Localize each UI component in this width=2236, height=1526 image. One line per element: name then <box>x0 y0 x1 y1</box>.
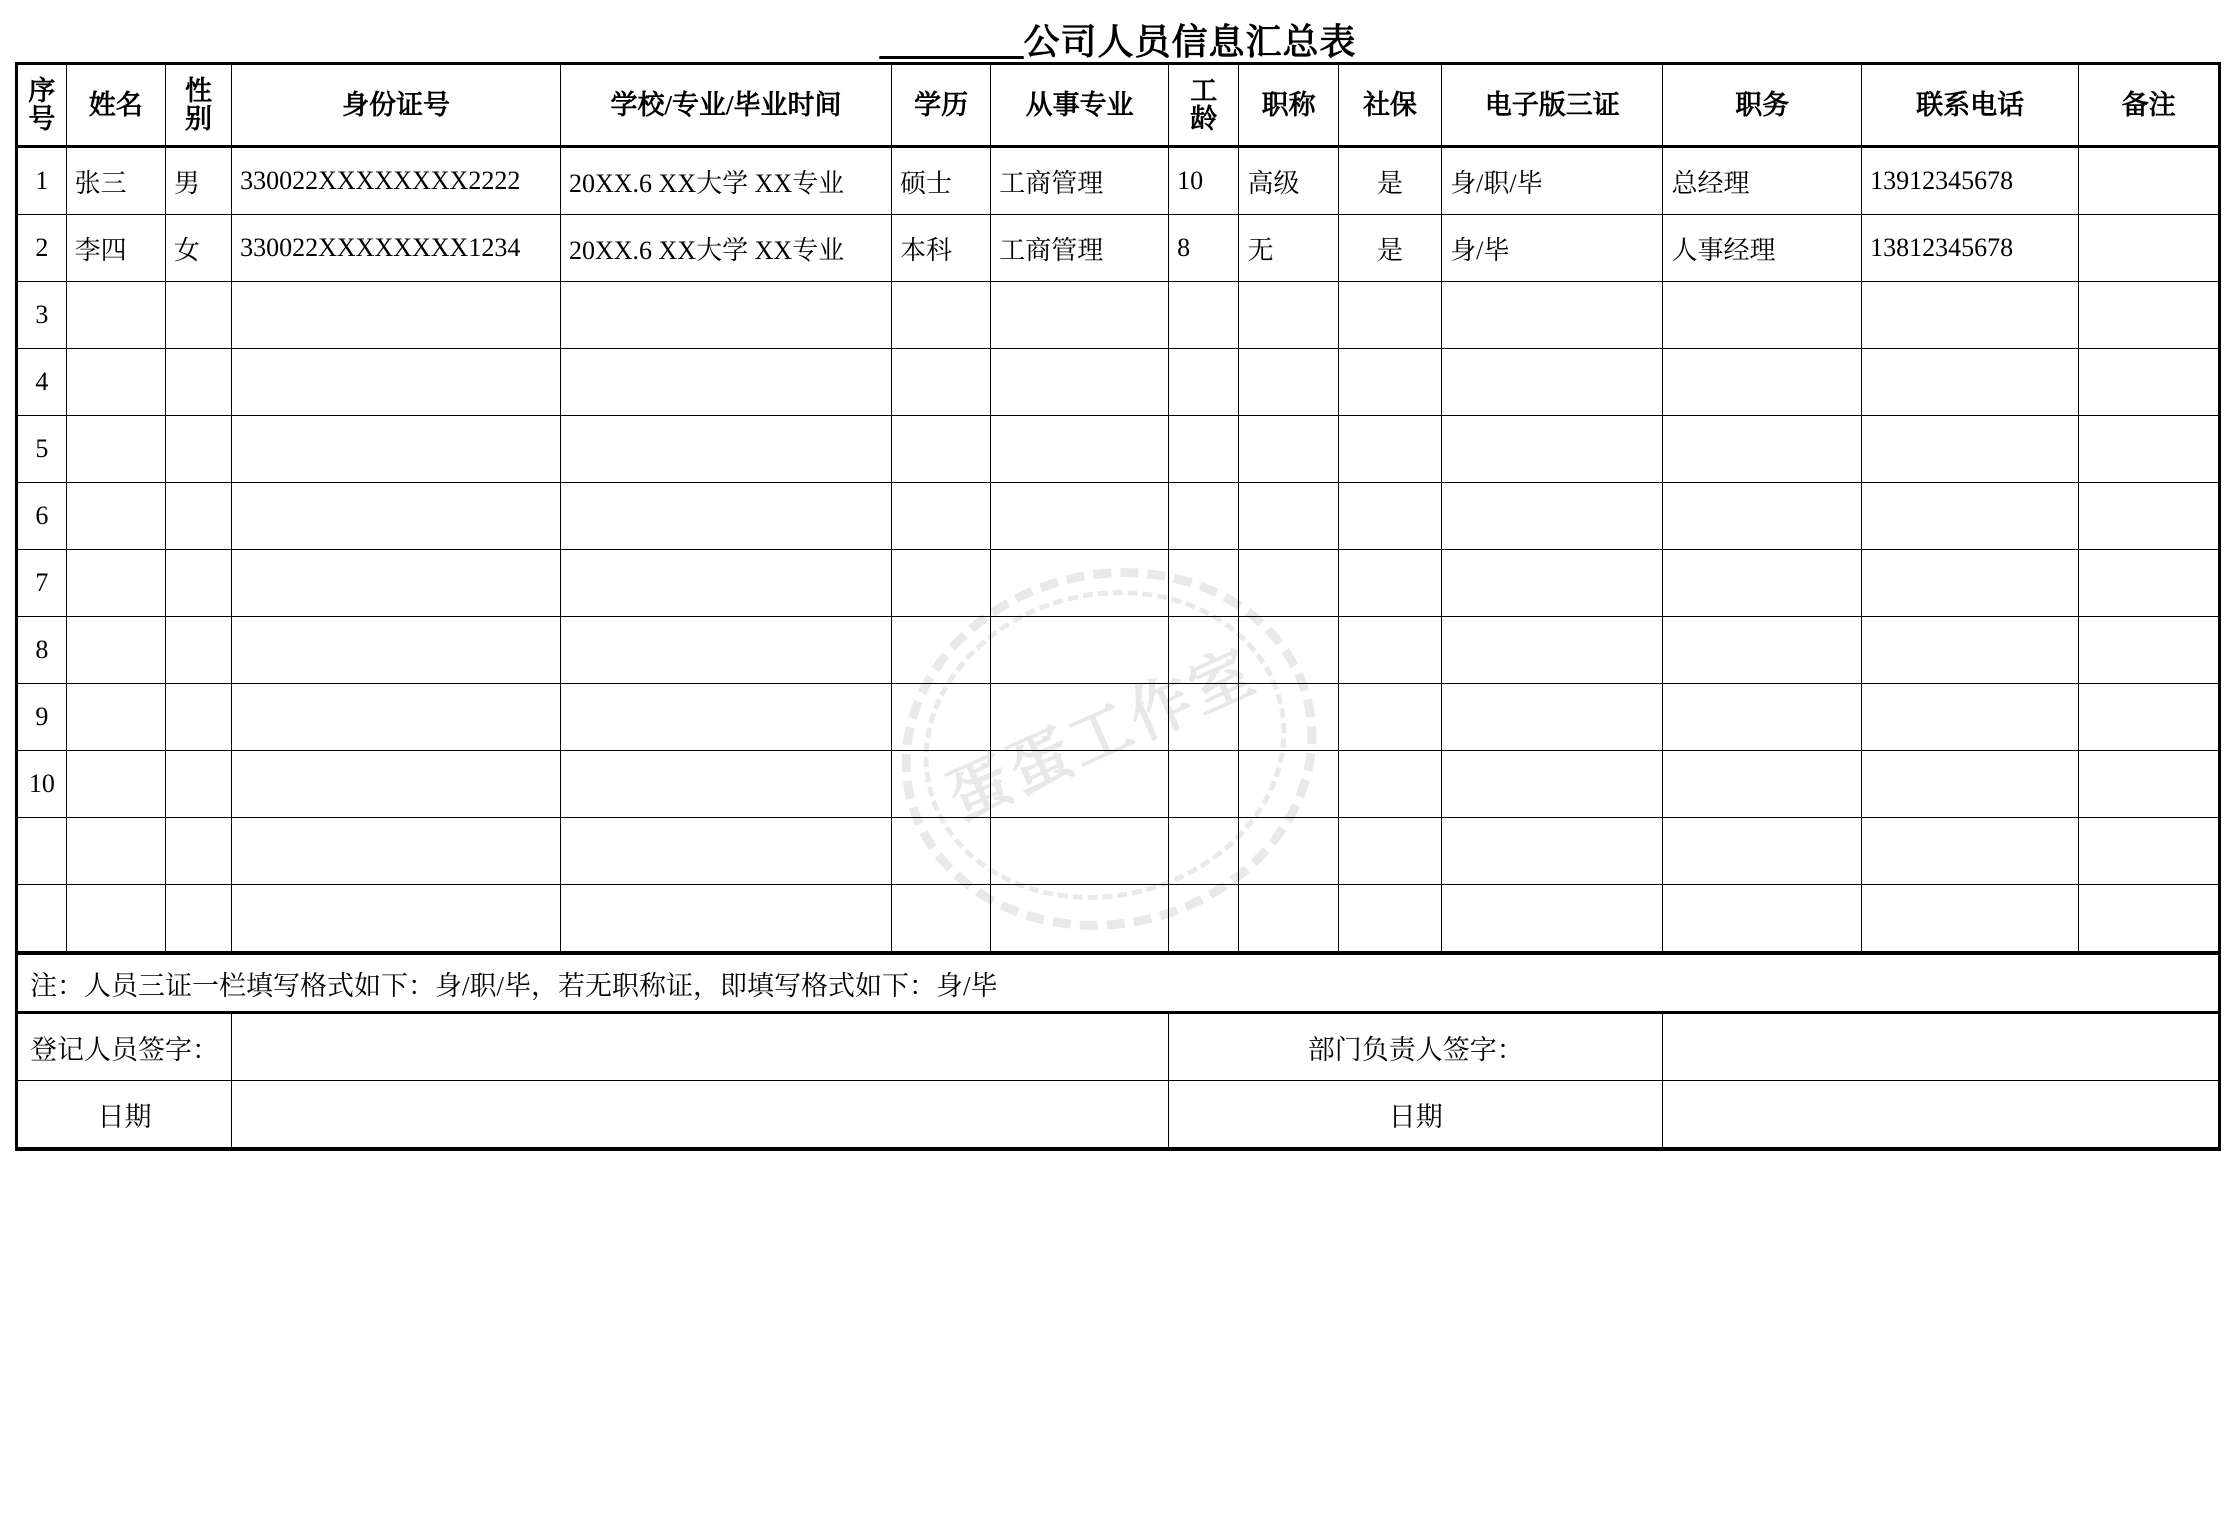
cell-phone[interactable] <box>1862 684 2079 751</box>
cell-id-number[interactable] <box>232 617 561 684</box>
cell-title-rank[interactable] <box>1239 483 1338 550</box>
cell-school[interactable] <box>561 617 892 684</box>
cell-title-rank[interactable] <box>1239 416 1338 483</box>
cell-name[interactable] <box>66 818 165 885</box>
cell-name[interactable] <box>66 282 165 349</box>
cell-education[interactable] <box>891 282 990 349</box>
cell-index[interactable]: 3 <box>17 282 67 349</box>
registrar-signature-label: 登记人员签字： <box>17 1013 232 1081</box>
cell-remark[interactable] <box>2079 215 2220 282</box>
table-row <box>17 215 2220 282</box>
cell-certificates[interactable] <box>1442 349 1663 416</box>
cell-name[interactable]: 李四 <box>66 215 165 282</box>
cell-seniority[interactable] <box>1169 751 1239 818</box>
cell-remark[interactable] <box>2079 282 2220 349</box>
cell-seniority[interactable] <box>1169 684 1239 751</box>
cell-major[interactable] <box>991 617 1169 684</box>
cell-school[interactable]: 20XX.6 XX大学 XX专业 <box>561 147 892 215</box>
table-row <box>17 550 2220 617</box>
cell-major[interactable] <box>991 349 1169 416</box>
cell-certificates[interactable] <box>1442 282 1663 349</box>
cell-id-number[interactable] <box>232 684 561 751</box>
col-header-current-major: 从事专业 <box>991 64 1169 147</box>
cell-name[interactable] <box>66 684 165 751</box>
cell-major[interactable] <box>991 684 1169 751</box>
table-row <box>17 416 2220 483</box>
col-header-electronic-certificates: 电子版三证 <box>1442 64 1663 147</box>
cell-name[interactable]: 张三 <box>66 147 165 215</box>
table-body <box>17 147 2220 954</box>
cell-school[interactable] <box>561 550 892 617</box>
cell-index[interactable]: 5 <box>17 416 67 483</box>
cell-title-rank[interactable] <box>1239 684 1338 751</box>
table-row <box>17 282 2220 349</box>
cell-major[interactable] <box>991 550 1169 617</box>
cell-social-insurance[interactable] <box>1338 684 1441 751</box>
cell-title-rank[interactable]: 无 <box>1239 215 1338 282</box>
cell-certificates[interactable] <box>1442 483 1663 550</box>
cell-position[interactable] <box>1663 885 1862 954</box>
cell-index[interactable]: 8 <box>17 617 67 684</box>
cell-id-number[interactable] <box>232 885 561 954</box>
table-row <box>17 818 2220 885</box>
cell-social-insurance[interactable] <box>1338 885 1441 954</box>
cell-education[interactable]: 硕士 <box>891 147 990 215</box>
cell-social-insurance[interactable] <box>1338 818 1441 885</box>
table-row <box>17 349 2220 416</box>
cell-education[interactable] <box>891 349 990 416</box>
cell-remark[interactable] <box>2079 550 2220 617</box>
cell-certificates[interactable] <box>1442 818 1663 885</box>
cell-social-insurance[interactable] <box>1338 617 1441 684</box>
cell-id-number[interactable] <box>232 416 561 483</box>
col-header-position: 职务 <box>1663 64 1862 147</box>
table-footer <box>17 953 2220 1149</box>
cell-certificates[interactable] <box>1442 885 1663 954</box>
cell-phone[interactable] <box>1862 751 2079 818</box>
cell-school[interactable]: 20XX.6 XX大学 XX专业 <box>561 215 892 282</box>
cell-seniority[interactable] <box>1169 416 1239 483</box>
cell-social-insurance[interactable]: 是 <box>1338 147 1441 215</box>
company-name-blank: ________ <box>879 22 1024 62</box>
cell-phone[interactable] <box>1862 416 2079 483</box>
manager-signature-label: 部门负责人签字： <box>1169 1013 1663 1081</box>
cell-school[interactable] <box>561 751 892 818</box>
cell-gender[interactable]: 男 <box>165 147 231 215</box>
col-header-school-major-graduation: 学校/专业/毕业时间 <box>561 64 892 147</box>
table-row <box>17 617 2220 684</box>
cell-remark[interactable] <box>2079 416 2220 483</box>
cell-gender[interactable] <box>165 885 231 954</box>
cell-education[interactable]: 本科 <box>891 215 990 282</box>
cell-gender[interactable] <box>165 483 231 550</box>
cell-phone[interactable] <box>1862 349 2079 416</box>
cell-id-number[interactable] <box>232 282 561 349</box>
cell-major[interactable]: 工商管理 <box>991 147 1169 215</box>
cell-id-number[interactable] <box>232 349 561 416</box>
cell-name[interactable] <box>66 483 165 550</box>
cell-education[interactable] <box>891 550 990 617</box>
cell-position[interactable] <box>1663 751 1862 818</box>
cell-gender[interactable] <box>165 751 231 818</box>
col-header-title-rank: 职称 <box>1239 64 1338 147</box>
cell-name[interactable] <box>66 416 165 483</box>
cell-gender[interactable] <box>165 550 231 617</box>
cell-school[interactable] <box>561 483 892 550</box>
table-header-row <box>17 64 2220 147</box>
cell-education[interactable] <box>891 751 990 818</box>
date-row <box>17 1081 2220 1150</box>
cell-seniority[interactable] <box>1169 349 1239 416</box>
cell-title-rank[interactable] <box>1239 282 1338 349</box>
cell-phone[interactable] <box>1862 818 2079 885</box>
date-field-right[interactable] <box>1663 1081 2220 1150</box>
cell-position[interactable]: 总经理 <box>1663 147 1862 215</box>
page-title-text: 公司人员信息汇总表 <box>1023 22 1357 62</box>
cell-name[interactable] <box>66 751 165 818</box>
cell-index[interactable]: 10 <box>17 751 67 818</box>
cell-position[interactable] <box>1663 550 1862 617</box>
title-bar <box>0 0 2236 62</box>
cell-index[interactable]: 4 <box>17 349 67 416</box>
cell-seniority[interactable]: 10 <box>1169 147 1239 215</box>
cell-id-number[interactable]: 330022XXXXXXXX2222 <box>232 147 561 215</box>
cell-remark[interactable] <box>2079 684 2220 751</box>
cell-index[interactable]: 1 <box>17 147 67 215</box>
cell-education[interactable] <box>891 483 990 550</box>
col-header-index: 序号 <box>17 64 67 147</box>
cell-title-rank[interactable]: 高级 <box>1239 147 1338 215</box>
cell-certificates[interactable] <box>1442 550 1663 617</box>
table-row <box>17 147 2220 215</box>
watermark-text: 蛋蛋工作室 <box>936 633 1268 835</box>
cell-title-rank[interactable] <box>1239 349 1338 416</box>
cell-position[interactable] <box>1663 282 1862 349</box>
cell-phone[interactable] <box>1862 617 2079 684</box>
cell-name[interactable] <box>66 550 165 617</box>
cell-index[interactable] <box>17 818 67 885</box>
cell-title-rank[interactable] <box>1239 885 1338 954</box>
cell-seniority[interactable] <box>1169 818 1239 885</box>
cell-position[interactable] <box>1663 483 1862 550</box>
cell-certificates[interactable] <box>1442 416 1663 483</box>
cell-position[interactable] <box>1663 349 1862 416</box>
cell-major[interactable] <box>991 282 1169 349</box>
cell-social-insurance[interactable]: 是 <box>1338 215 1441 282</box>
date-label-right: 日期 <box>1169 1081 1663 1150</box>
col-header-id-number: 身份证号 <box>232 64 561 147</box>
cell-social-insurance[interactable] <box>1338 751 1441 818</box>
date-field-left[interactable] <box>232 1081 1169 1150</box>
cell-position[interactable] <box>1663 617 1862 684</box>
cell-certificates[interactable] <box>1442 751 1663 818</box>
cell-phone[interactable] <box>1862 483 2079 550</box>
table-row <box>17 885 2220 954</box>
cell-title-rank[interactable] <box>1239 818 1338 885</box>
cell-major[interactable] <box>991 751 1169 818</box>
cell-certificates[interactable]: 身/毕 <box>1442 215 1663 282</box>
cell-school[interactable] <box>561 416 892 483</box>
cell-education[interactable] <box>891 416 990 483</box>
cell-index[interactable]: 9 <box>17 684 67 751</box>
col-header-seniority: 工龄 <box>1169 64 1239 147</box>
table-row <box>17 751 2220 818</box>
cell-major[interactable] <box>991 483 1169 550</box>
cell-remark[interactable] <box>2079 617 2220 684</box>
cell-index[interactable]: 2 <box>17 215 67 282</box>
cell-position[interactable] <box>1663 818 1862 885</box>
col-header-education: 学历 <box>891 64 990 147</box>
cell-school[interactable] <box>561 684 892 751</box>
cell-title-rank[interactable] <box>1239 751 1338 818</box>
cell-name[interactable] <box>66 349 165 416</box>
page-title <box>0 14 2236 65</box>
cell-major[interactable] <box>991 885 1169 954</box>
cell-remark[interactable] <box>2079 147 2220 215</box>
signature-row <box>17 1013 2220 1081</box>
cell-school[interactable] <box>561 885 892 954</box>
cell-school[interactable] <box>561 282 892 349</box>
cell-remark[interactable] <box>2079 751 2220 818</box>
cell-gender[interactable] <box>165 349 231 416</box>
cell-seniority[interactable]: 8 <box>1169 215 1239 282</box>
cell-major[interactable] <box>991 416 1169 483</box>
cell-education[interactable] <box>891 885 990 954</box>
cell-index[interactable]: 7 <box>17 550 67 617</box>
date-label-left: 日期 <box>17 1081 232 1150</box>
cell-social-insurance[interactable] <box>1338 550 1441 617</box>
cell-major[interactable]: 工商管理 <box>991 215 1169 282</box>
col-header-name: 姓名 <box>66 64 165 147</box>
cell-name[interactable] <box>66 617 165 684</box>
cell-school[interactable] <box>561 818 892 885</box>
cell-title-rank[interactable] <box>1239 617 1338 684</box>
cell-gender[interactable] <box>165 684 231 751</box>
cell-phone[interactable]: 13812345678 <box>1862 215 2079 282</box>
cell-id-number[interactable] <box>232 550 561 617</box>
cell-social-insurance[interactable] <box>1338 483 1441 550</box>
cell-id-number[interactable] <box>232 483 561 550</box>
cell-id-number[interactable]: 330022XXXXXXXX1234 <box>232 215 561 282</box>
registrar-signature-field[interactable] <box>232 1013 1169 1081</box>
cell-phone[interactable]: 13912345678 <box>1862 147 2079 215</box>
table-row <box>17 684 2220 751</box>
personnel-info-table <box>15 62 2221 1151</box>
col-header-remark: 备注 <box>2079 64 2220 147</box>
cell-social-insurance[interactable] <box>1338 349 1441 416</box>
cell-id-number[interactable] <box>232 818 561 885</box>
cell-position[interactable] <box>1663 684 1862 751</box>
cell-gender[interactable] <box>165 617 231 684</box>
cell-phone[interactable] <box>1862 282 2079 349</box>
manager-signature-field[interactable] <box>1663 1013 2220 1081</box>
cell-social-insurance[interactable] <box>1338 282 1441 349</box>
cell-remark[interactable] <box>2079 483 2220 550</box>
cell-social-insurance[interactable] <box>1338 416 1441 483</box>
cell-seniority[interactable] <box>1169 617 1239 684</box>
cell-seniority[interactable] <box>1169 885 1239 954</box>
cell-gender[interactable]: 女 <box>165 215 231 282</box>
cell-certificates[interactable]: 身/职/毕 <box>1442 147 1663 215</box>
cell-gender[interactable] <box>165 416 231 483</box>
cell-index[interactable] <box>17 885 67 954</box>
col-header-gender: 性别 <box>165 64 231 147</box>
cell-phone[interactable] <box>1862 885 2079 954</box>
col-header-phone: 联系电话 <box>1862 64 2079 147</box>
cell-major[interactable] <box>991 818 1169 885</box>
table-row <box>17 483 2220 550</box>
cell-remark[interactable] <box>2079 885 2220 954</box>
cell-phone[interactable] <box>1862 550 2079 617</box>
note-text: 注：人员三证一栏填写格式如下：身/职/毕，若无职称证，即填写格式如下：身/毕 <box>17 953 2220 1013</box>
cell-seniority[interactable] <box>1169 282 1239 349</box>
cell-name[interactable] <box>66 885 165 954</box>
cell-position[interactable] <box>1663 416 1862 483</box>
cell-remark[interactable] <box>2079 818 2220 885</box>
note-row <box>17 953 2220 1013</box>
cell-title-rank[interactable] <box>1239 550 1338 617</box>
cell-school[interactable] <box>561 349 892 416</box>
cell-education[interactable] <box>891 818 990 885</box>
cell-certificates[interactable] <box>1442 684 1663 751</box>
cell-education[interactable] <box>891 684 990 751</box>
cell-remark[interactable] <box>2079 349 2220 416</box>
cell-index[interactable]: 6 <box>17 483 67 550</box>
col-header-social-insurance: 社保 <box>1338 64 1441 147</box>
cell-gender[interactable] <box>165 818 231 885</box>
cell-position[interactable]: 人事经理 <box>1663 215 1862 282</box>
cell-seniority[interactable] <box>1169 483 1239 550</box>
cell-seniority[interactable] <box>1169 550 1239 617</box>
cell-education[interactable] <box>891 617 990 684</box>
cell-certificates[interactable] <box>1442 617 1663 684</box>
cell-id-number[interactable] <box>232 751 561 818</box>
cell-gender[interactable] <box>165 282 231 349</box>
